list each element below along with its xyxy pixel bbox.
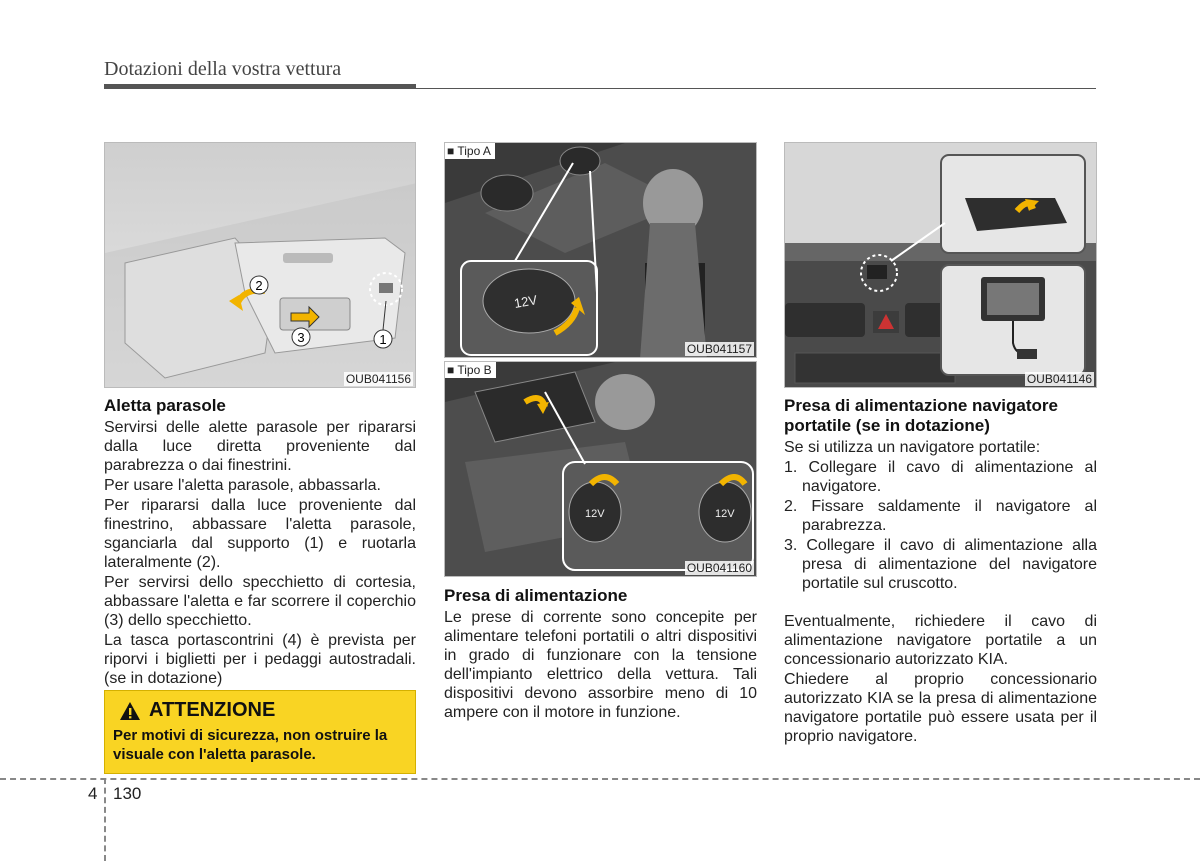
- power-outlet-heading: Presa di alimentazione: [444, 586, 628, 605]
- page-header-title: Dotazioni della vostra vettura: [104, 58, 342, 80]
- paragraph: Chiedere al proprio concessionario autorizzato KIA se la presa di alimentazione navigatore portatile può essere usata per il proprio navigatore.: [784, 671, 1097, 745]
- paragraph: Per ripararsi dalla luce proveniente dal finestrino, abbassare l'aletta parasole, sganciarla dal supporto (1) e ruotarla lateralmente (2).: [104, 497, 416, 571]
- sunvisor-illustration: [105, 143, 416, 388]
- list-item: 1. Collegare il cavo di alimentazione al navigatore.: [784, 459, 1097, 495]
- socket-type-b-figure: [444, 361, 757, 577]
- paragraph: Eventualmente, richiedere il cavo di alimentazione navigatore portatile a un concessionario autorizzato KIA.: [784, 613, 1097, 668]
- socket-type-b-illustration: [445, 362, 757, 577]
- sunvisor-heading: Aletta parasole: [104, 396, 226, 415]
- type-b-tag: ■ Tipo B: [445, 362, 496, 378]
- sunvisor-figure: [104, 142, 416, 388]
- list-item: 3. Collegare il cavo di alimentazione alla presa di alimentazione del navigatore portatile sul cruscotto.: [784, 537, 1097, 592]
- navigator-socket-illustration: [785, 143, 1097, 388]
- paragraph: Se si utilizza un navigatore portatile:: [784, 439, 1041, 456]
- callout-1: 1: [379, 332, 387, 347]
- figure-code: OUB041146: [1026, 372, 1092, 386]
- figure-code: OUB041156: [345, 372, 411, 386]
- navigator-section: [784, 396, 1097, 747]
- header-rule: [104, 84, 416, 89]
- paragraph: Le prese di corrente sono concepite per alimentare telefoni portatili o altri dispositivi in grado di funzionare con la tensione dell'impianto elettrico della vettura. Tali dispositivi devono assorbire meno di 10 ampere con il motore in funzione.: [444, 609, 757, 721]
- warning-text: Per motivi di sicurezza, non ostruire la visuale con l'aletta parasole.: [113, 727, 388, 763]
- callout-3: 3: [297, 330, 305, 345]
- figure-code: OUB041160: [686, 561, 752, 575]
- warning-box: [104, 690, 416, 774]
- footer-vertical-divider: [104, 778, 106, 861]
- power-outlet-section: [444, 586, 757, 723]
- steps-list: [784, 458, 1097, 593]
- list-item: 2. Fissare saldamente il navigatore al parabrezza.: [784, 498, 1097, 534]
- warning-title: ATTENZIONE: [149, 699, 276, 721]
- footer-divider: [0, 778, 1200, 780]
- paragraph: Per usare l'aletta parasole, abbassarla.: [104, 477, 381, 494]
- warning-triangle-icon: [119, 701, 141, 721]
- paragraph: Per servirsi dello specchietto di cortesia, abbassare l'aletta e far scorrere il coperchio (3) dello specchietto.: [104, 574, 416, 629]
- paragraph: La tasca portascontrini (4) è prevista per riporvi i biglietti per i pedaggi autostradali. (se in dotazione): [104, 632, 416, 687]
- socket-label-left: 12V: [585, 508, 605, 520]
- socket-label-right: 12V: [715, 508, 735, 520]
- figure-code: OUB041157: [686, 342, 752, 356]
- socket-label: 12V: [512, 292, 539, 311]
- socket-type-a-figure: [444, 142, 757, 358]
- callout-2: 2: [255, 278, 263, 293]
- header-rule-thin: [416, 88, 1096, 89]
- navigator-socket-figure: [784, 142, 1097, 388]
- page-number: 130: [113, 784, 142, 803]
- sunvisor-section: [104, 396, 416, 689]
- paragraph: Servirsi delle alette parasole per ripararsi dalla luce diretta proveniente dal parabrezza o dai finestrini.: [104, 419, 416, 474]
- type-a-tag: ■ Tipo A: [445, 143, 495, 159]
- navigator-heading: Presa di alimentazione navigatore portatile (se in dotazione): [784, 396, 1058, 435]
- chapter-number: 4: [88, 784, 98, 803]
- socket-type-a-illustration: [445, 143, 757, 358]
